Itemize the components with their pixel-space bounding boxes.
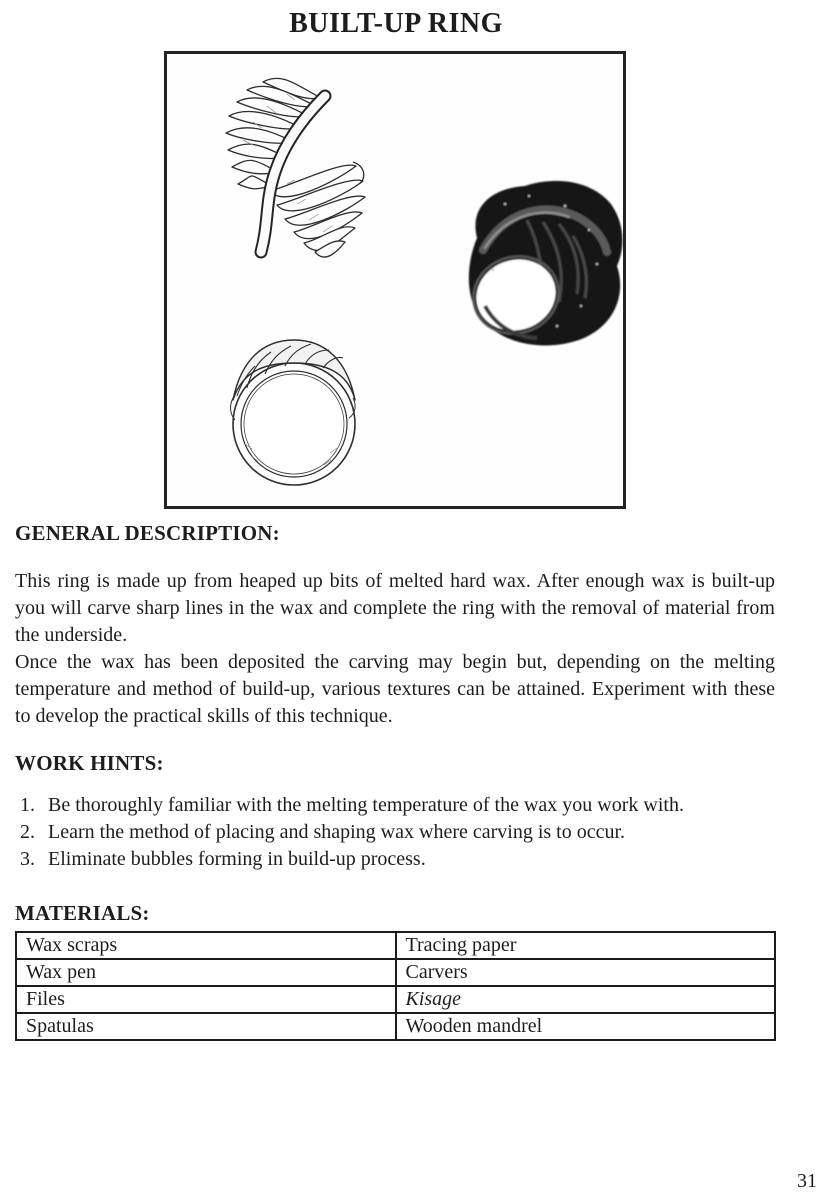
hint-number: 3. [20,848,35,870]
material-cell: Spatulas [16,1013,396,1040]
paragraph-1: This ring is made up from heaped up bits of melted hard wax. After enough wax is built-up you will carve sharp lines in the wax and complete the ring with the removal of material from the underside. [15,570,775,646]
paragraph-2: Once the wax has been deposited the carving may begin but, depending on the melting temperature and method of build-up, various textures can be attained. Experiment with these to develop the practical skills of this technique. [15,651,775,727]
general-description-text [15,568,775,730]
ring-top-view-drawing [226,78,365,257]
materials-heading: MATERIALS: [15,901,150,925]
material-cell: Wax scraps [16,932,396,959]
material-cell: Carvers [396,959,776,986]
hint-text: Eliminate bubbles forming in build-up process. [48,848,426,870]
table-row [16,959,775,986]
general-description-heading: GENERAL DESCRIPTION: [15,521,280,545]
ring-side-view-drawing [231,340,356,485]
material-cell: Tracing paper [396,932,776,959]
hint-item [15,792,777,819]
carved-ring-photo [463,181,622,346]
hint-item [15,819,777,846]
hint-number: 2. [20,821,35,843]
page-title: BUILT-UP RING [289,8,503,39]
material-cell: Kisage [396,986,776,1013]
work-hints-heading: WORK HINTS: [15,751,164,775]
figure-frame [164,51,626,509]
material-cell: Files [16,986,396,1013]
hint-text: Learn the method of placing and shaping wax where carving is to occur. [48,821,626,843]
materials-table [15,931,776,1041]
hint-item [15,846,777,873]
work-hints-list [15,792,777,873]
material-cell: Wooden mandrel [396,1013,776,1040]
figure-illustrations [167,54,623,506]
table-row [16,932,775,959]
hint-number: 1. [20,794,35,816]
material-cell: Wax pen [16,959,396,986]
table-row [16,1013,775,1040]
hint-text: Be thoroughly familiar with the melting temperature of the wax you work with. [48,794,684,816]
table-row [16,986,775,1013]
page-number: 31 [797,1170,817,1192]
